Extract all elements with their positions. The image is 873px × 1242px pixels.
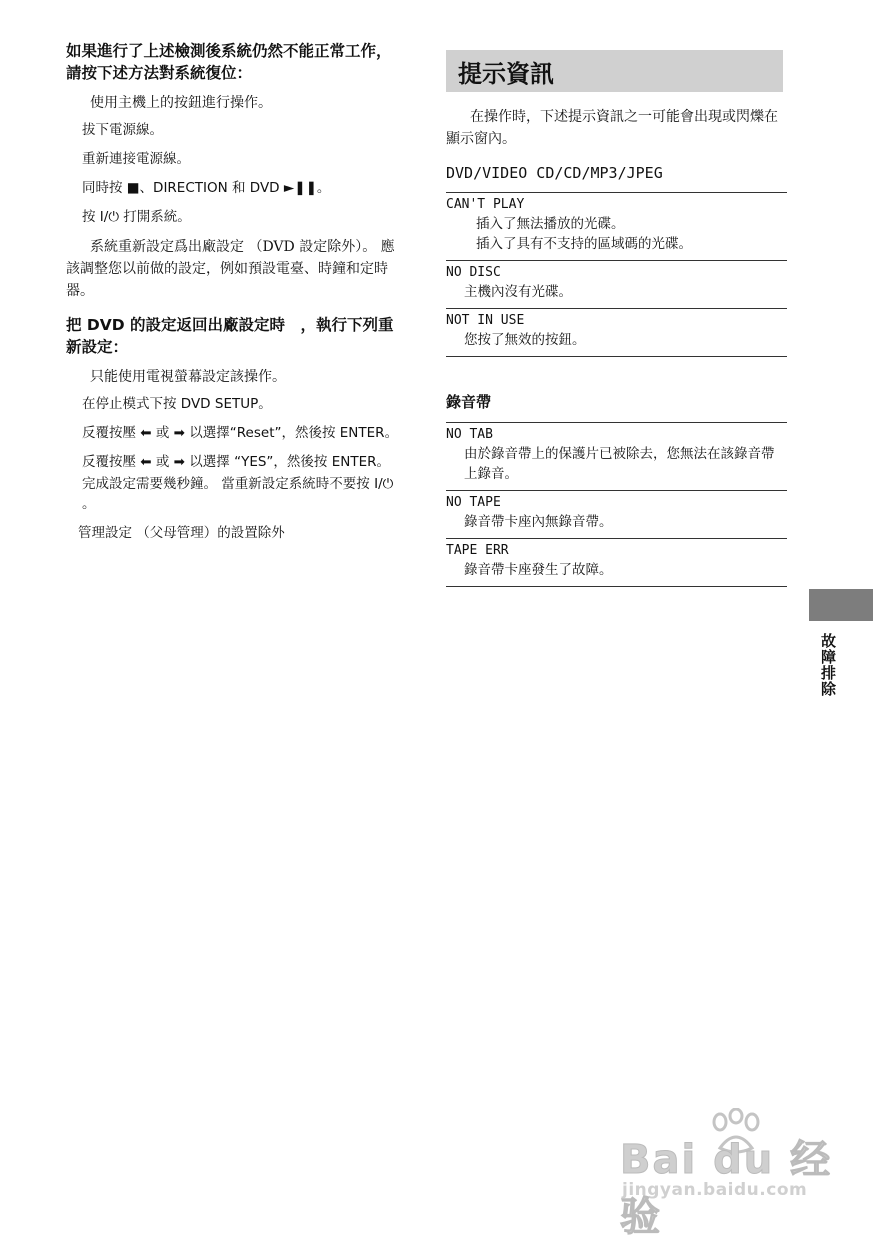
message-row bbox=[446, 539, 787, 587]
message-desc: 您按了無效的按鈕。 bbox=[464, 332, 586, 348]
parental-note: 管理設定 （父母管理）的設置除外 bbox=[78, 525, 285, 541]
left-column bbox=[66, 40, 406, 543]
dvd-reset-heading: 把 DVD 的設定返回出廠設定時 ，執行下列重新設定： bbox=[66, 316, 394, 356]
dvd-reset-step-4: 完成設定需要幾秒鐘。 當重新設定系統時不要按 I/⏻ 。 bbox=[82, 476, 394, 512]
message-row bbox=[446, 261, 787, 309]
message-row bbox=[446, 309, 787, 357]
reset-result-paragraph: 系統重新設定爲出廠設定 （DVD 設定除外）。 應該調整您以前做的設定，例如預設電臺、時鐘和定時器。 bbox=[66, 239, 395, 299]
section-tab-marker bbox=[809, 589, 873, 621]
baidu-watermark bbox=[618, 1108, 838, 1240]
dvd-reset-step-3: 反覆按壓 ⬅ 或 ➡ 以選擇 “YES”，然後按 ENTER。 bbox=[82, 454, 390, 470]
message-code: CAN'T PLAY bbox=[446, 197, 525, 212]
message-row bbox=[446, 491, 787, 539]
disc-messages-table bbox=[446, 192, 787, 357]
message-row bbox=[446, 193, 787, 261]
message-code: TAPE ERR bbox=[446, 543, 509, 558]
reset-step-4: 按 I/⏻ 打開系統。 bbox=[82, 209, 191, 225]
right-column bbox=[446, 50, 786, 587]
message-code: NO TAPE bbox=[446, 495, 501, 510]
message-code: NO TAB bbox=[446, 427, 493, 442]
reset-step-2: 重新連接電源線。 bbox=[82, 151, 190, 167]
section-tab-label: 故障排除 bbox=[819, 633, 837, 697]
messages-intro: 在操作時，下述提示資訊之一可能會出現或閃爍在顯示窗內。 bbox=[446, 109, 778, 147]
message-desc: 主機內沒有光碟。 bbox=[464, 284, 572, 300]
dvd-reset-step-2: 反覆按壓 ⬅ 或 ➡ 以選擇“Reset”，然後按 ENTER。 bbox=[82, 425, 399, 441]
message-code: NO DISC bbox=[446, 265, 501, 280]
reset-step-1: 拔下電源線。 bbox=[82, 122, 163, 138]
watermark-brand: Bai du 经验 bbox=[620, 1137, 833, 1240]
watermark-url: jingyan.baidu.com bbox=[622, 1180, 808, 1200]
tape-messages-table bbox=[446, 422, 787, 587]
disc-section-heading: DVD/VIDEO CD/CD/MP3/JPEG bbox=[446, 164, 663, 182]
reset-system-heading: 如果進行了上述檢測後系統仍然不能正常工作，請按下述方法對系統復位： bbox=[66, 42, 392, 82]
dvd-reset-step-1: 在停止模式下按 DVD SETUP。 bbox=[82, 396, 272, 412]
message-desc: 插入了無法播放的光碟。 bbox=[476, 216, 625, 232]
message-desc: 錄音帶卡座發生了故障。 bbox=[464, 562, 613, 578]
message-desc: 錄音帶卡座內無錄音帶。 bbox=[464, 514, 613, 530]
reset-intro: 使用主機上的按鈕進行操作。 bbox=[90, 95, 272, 111]
message-desc: 插入了具有不支持的區域碼的光碟。 bbox=[476, 236, 692, 252]
message-desc: 由於錄音帶上的保護片已被除去，您無法在該錄音帶上錄音。 bbox=[464, 446, 775, 482]
messages-title: 提示資訊 bbox=[446, 50, 783, 92]
tape-section-heading: 錄音帶 bbox=[446, 393, 492, 411]
message-row bbox=[446, 423, 787, 491]
reset-step-3: 同時按 ■、DIRECTION 和 DVD ►❚❚。 bbox=[82, 180, 331, 196]
message-code: NOT IN USE bbox=[446, 313, 525, 328]
dvd-reset-intro: 只能使用電視螢幕設定該操作。 bbox=[90, 369, 286, 385]
